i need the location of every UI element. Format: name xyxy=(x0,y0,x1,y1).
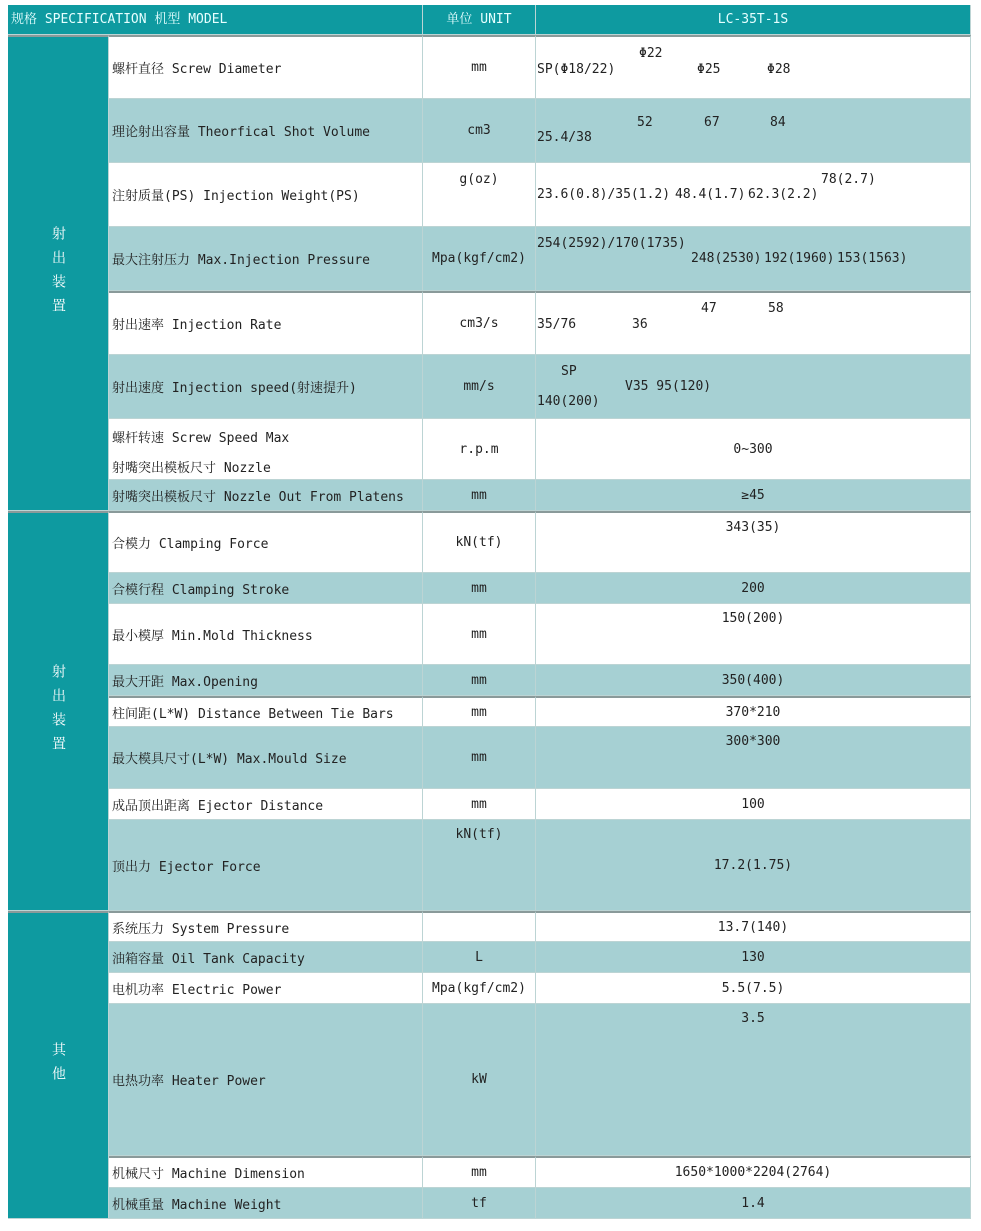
clamping-stroke-value-text: 200 xyxy=(741,580,765,596)
min-mold-unit xyxy=(423,604,536,665)
shot-volume-value-25: 67 xyxy=(704,115,720,130)
screw-speed-label-text: 螺杆转速 Screw Speed Max xyxy=(112,431,290,446)
injection-pressure-values xyxy=(536,227,971,291)
machine-weight-label-text: 机械重量 Machine Weight xyxy=(112,1197,282,1213)
nozzle-out-label-text: 射嘴突出模板尺寸 Nozzle Out From Platens xyxy=(112,489,404,505)
clamping-force-label xyxy=(109,511,423,573)
shot-volume-value-sp: 25.4/38 xyxy=(537,130,592,145)
tie-bars-label xyxy=(109,696,423,727)
ejector-force-unit xyxy=(423,820,536,911)
injection-pressure-label-text: 最大注射压力 Max.Injection Pressure xyxy=(112,253,371,268)
ejector-force-value xyxy=(536,820,971,911)
min-mold-unit-text: mm xyxy=(471,626,487,642)
max-opening-unit-text: mm xyxy=(471,672,487,688)
injection-rate-value-sp: 35/76 xyxy=(537,317,577,332)
injection-weight-unit-text: g(oz) xyxy=(459,172,499,187)
nozzle-out-unit-text: mm xyxy=(471,487,487,503)
group-other-label: 其他 xyxy=(50,1041,66,1090)
injection-pressure-value-25: 248(2530) xyxy=(691,251,762,266)
screw-diameter-value-25: Φ25 xyxy=(697,62,721,77)
shot-volume-unit xyxy=(423,99,536,163)
group-injection xyxy=(8,35,109,511)
machine-dimension-label xyxy=(109,1156,423,1188)
max-opening-value-text: 350(400) xyxy=(721,672,785,688)
max-opening-value xyxy=(536,665,971,696)
screw-diameter-label xyxy=(109,35,423,99)
clamping-stroke-unit-text: mm xyxy=(471,580,487,596)
screw-diameter-value-sp: SP(Φ18/22) xyxy=(537,62,616,77)
header-spec-text: 规格 SPECIFICATION 机型 MODEL xyxy=(11,12,228,27)
clamping-force-unit-text: kN(tf) xyxy=(455,535,503,550)
min-mold-label-text: 最小模厚 Min.Mold Thickness xyxy=(112,628,313,644)
ejector-distance-label-text: 成品顶出距离 Ejector Distance xyxy=(112,798,324,814)
nozzle-out-label xyxy=(109,480,423,511)
clamping-stroke-label-text: 合模行程 Clamping Stroke xyxy=(112,582,290,598)
mould-size-unit-text: mm xyxy=(471,750,487,765)
max-opening-label-text: 最大开距 Max.Opening xyxy=(112,674,258,690)
injection-rate-unit-text: cm3/s xyxy=(459,316,499,331)
injection-rate-unit xyxy=(423,291,536,355)
injection-speed-label-text: 射出速度 Injection speed(射速提升) xyxy=(112,381,357,396)
machine-weight-unit xyxy=(423,1188,536,1219)
heater-power-value-text: 3.5 xyxy=(741,1011,765,1026)
shot-volume-label-text: 理论射出容量 Theorfical Shot Volume xyxy=(112,125,371,140)
header-spec xyxy=(8,5,423,35)
ejector-force-label xyxy=(109,820,423,911)
shot-volume-value-22: 52 xyxy=(637,115,653,130)
injection-pressure-value-max: 153(1563) xyxy=(837,251,908,266)
max-opening-unit xyxy=(423,665,536,696)
injection-speed-value-sp: SP xyxy=(561,364,577,379)
system-pressure-label-text: 系统压力 System Pressure xyxy=(112,921,290,937)
min-mold-value-text: 150(200) xyxy=(721,611,785,626)
injection-pressure-unit-text: Mpa(kgf/cm2) xyxy=(432,251,526,266)
group-clamping xyxy=(8,511,109,911)
min-mold-value xyxy=(536,604,971,665)
ejector-distance-value xyxy=(536,789,971,820)
header-model-text: LC-35T-1S xyxy=(717,12,789,27)
nozzle-out-value-text: ≥45 xyxy=(741,487,765,503)
screw-speed-unit xyxy=(423,419,536,480)
injection-speed-value-v35: V35 95(120) xyxy=(625,379,712,394)
ejector-force-label-text: 顶出力 Ejector Force xyxy=(112,859,261,875)
clamping-force-unit xyxy=(423,511,536,573)
tie-bars-label-text: 柱间距(L*W) Distance Between Tie Bars xyxy=(112,706,394,722)
electric-power-label-text: 电机功率 Electric Power xyxy=(112,982,282,998)
screw-speed-label xyxy=(109,419,423,480)
mould-size-label xyxy=(109,727,423,789)
tie-bars-value-text: 370*210 xyxy=(725,704,781,720)
screw-speed-label-nozzle: 射嘴突出模板尺寸 Nozzle xyxy=(112,461,271,476)
screw-diameter-unit xyxy=(423,35,536,99)
machine-weight-value-text: 1.4 xyxy=(741,1195,765,1211)
oil-tank-label xyxy=(109,942,423,973)
clamping-force-value xyxy=(536,511,971,573)
screw-speed-unit-text: r.p.m xyxy=(459,441,499,457)
injection-speed-unit xyxy=(423,355,536,419)
injection-pressure-value-sp: 254(2592)/170(1735) xyxy=(537,236,686,251)
injection-rate-label-text: 射出速率 Injection Rate xyxy=(112,318,282,333)
system-pressure-label xyxy=(109,911,423,942)
header-model xyxy=(536,5,971,35)
injection-speed-values xyxy=(536,355,971,419)
shot-volume-unit-text: cm3 xyxy=(467,123,491,138)
group-clamping-label: 射出装置 xyxy=(50,663,66,760)
electric-power-value xyxy=(536,973,971,1004)
ejector-distance-value-text: 100 xyxy=(741,796,765,812)
system-pressure-value xyxy=(536,911,971,942)
screw-diameter-values xyxy=(536,35,971,99)
clamping-stroke-label xyxy=(109,573,423,604)
machine-dimension-value xyxy=(536,1156,971,1188)
injection-weight-label xyxy=(109,163,423,227)
screw-speed-value xyxy=(536,419,971,480)
clamping-force-value-text: 343(35) xyxy=(725,520,781,535)
mould-size-label-text: 最大模具尺寸(L*W) Max.Mould Size xyxy=(112,752,347,767)
clamping-stroke-unit xyxy=(423,573,536,604)
screw-diameter-unit-text: mm xyxy=(471,60,487,75)
clamping-force-label-text: 合模力 Clamping Force xyxy=(112,537,269,552)
tie-bars-value xyxy=(536,696,971,727)
machine-weight-label xyxy=(109,1188,423,1219)
electric-power-value-text: 5.5(7.5) xyxy=(721,980,785,996)
heater-power-value xyxy=(536,1004,971,1156)
injection-pressure-unit xyxy=(423,227,536,291)
injection-rate-label xyxy=(109,291,423,355)
ejector-distance-unit xyxy=(423,789,536,820)
machine-dimension-label-text: 机械尺寸 Machine Dimension xyxy=(112,1167,305,1182)
screw-speed-value-text: 0~300 xyxy=(733,441,773,457)
heater-power-label xyxy=(109,1004,423,1156)
ejector-force-unit-text: kN(tf) xyxy=(455,827,503,842)
mould-size-value xyxy=(536,727,971,789)
injection-weight-value-25: 48.4(1.7) xyxy=(675,187,746,202)
oil-tank-unit xyxy=(423,942,536,973)
injection-rate-values xyxy=(536,291,971,355)
shot-volume-values xyxy=(536,99,971,163)
injection-speed-label xyxy=(109,355,423,419)
ejector-distance-label xyxy=(109,789,423,820)
machine-dimension-unit xyxy=(423,1156,536,1188)
heater-power-unit-text: kW xyxy=(471,1072,487,1087)
machine-dimension-value-text: 1650*1000*2204(2764) xyxy=(674,1165,832,1180)
shot-volume-label xyxy=(109,99,423,163)
injection-weight-label-text: 注射质量(PS) Injection Weight(PS) xyxy=(112,189,360,204)
machine-weight-unit-text: tf xyxy=(471,1195,487,1211)
injection-speed-value-boost: 140(200) xyxy=(537,394,600,409)
mould-size-value-text: 300*300 xyxy=(725,734,781,749)
injection-weight-value-max: 78(2.7) xyxy=(821,172,876,187)
nozzle-out-unit xyxy=(423,480,536,511)
screw-diameter-value-22: Φ22 xyxy=(639,46,663,61)
injection-weight-unit xyxy=(423,163,536,227)
system-pressure-unit xyxy=(423,911,536,942)
injection-rate-value-28: 58 xyxy=(768,301,784,316)
screw-diameter-label-text: 螺杆直径 Screw Diameter xyxy=(112,62,282,77)
nozzle-out-value xyxy=(536,480,971,511)
max-opening-label xyxy=(109,665,423,696)
shot-volume-value-28: 84 xyxy=(770,115,786,130)
ejector-distance-unit-text: mm xyxy=(471,796,487,812)
electric-power-unit xyxy=(423,973,536,1004)
injection-weight-value-28: 62.3(2.2) xyxy=(748,187,819,202)
machine-weight-value xyxy=(536,1188,971,1219)
header-unit xyxy=(423,5,536,35)
injection-rate-value-25: 47 xyxy=(701,301,717,316)
heater-power-unit xyxy=(423,1004,536,1156)
system-pressure-value-text: 13.7(140) xyxy=(717,919,789,935)
injection-rate-value-22: 36 xyxy=(632,317,648,332)
ejector-force-value-text: 17.2(1.75) xyxy=(713,857,793,873)
injection-weight-value-sp: 23.6(0.8)/35(1.2) xyxy=(537,187,671,202)
group-other xyxy=(8,911,109,1219)
injection-pressure-value-28: 192(1960) xyxy=(764,251,835,266)
screw-diameter-value-28: Φ28 xyxy=(767,62,791,77)
oil-tank-unit-text: L xyxy=(475,949,483,965)
group-injection-label: 射出装置 xyxy=(50,225,66,322)
tie-bars-unit-text: mm xyxy=(471,704,487,720)
spec-table xyxy=(8,5,971,1219)
oil-tank-label-text: 油箱容量 Oil Tank Capacity xyxy=(112,951,305,967)
electric-power-label xyxy=(109,973,423,1004)
oil-tank-value-text: 130 xyxy=(741,949,765,965)
injection-speed-unit-text: mm/s xyxy=(463,379,495,394)
min-mold-label xyxy=(109,604,423,665)
oil-tank-value xyxy=(536,942,971,973)
machine-dimension-unit-text: mm xyxy=(471,1165,487,1180)
injection-weight-values xyxy=(536,163,971,227)
injection-pressure-label xyxy=(109,227,423,291)
heater-power-label-text: 电热功率 Heater Power xyxy=(112,1074,266,1089)
header-unit-text: 单位 UNIT xyxy=(446,12,512,27)
tie-bars-unit xyxy=(423,696,536,727)
mould-size-unit xyxy=(423,727,536,789)
electric-power-unit-text: Mpa(kgf/cm2) xyxy=(432,980,526,996)
clamping-stroke-value xyxy=(536,573,971,604)
